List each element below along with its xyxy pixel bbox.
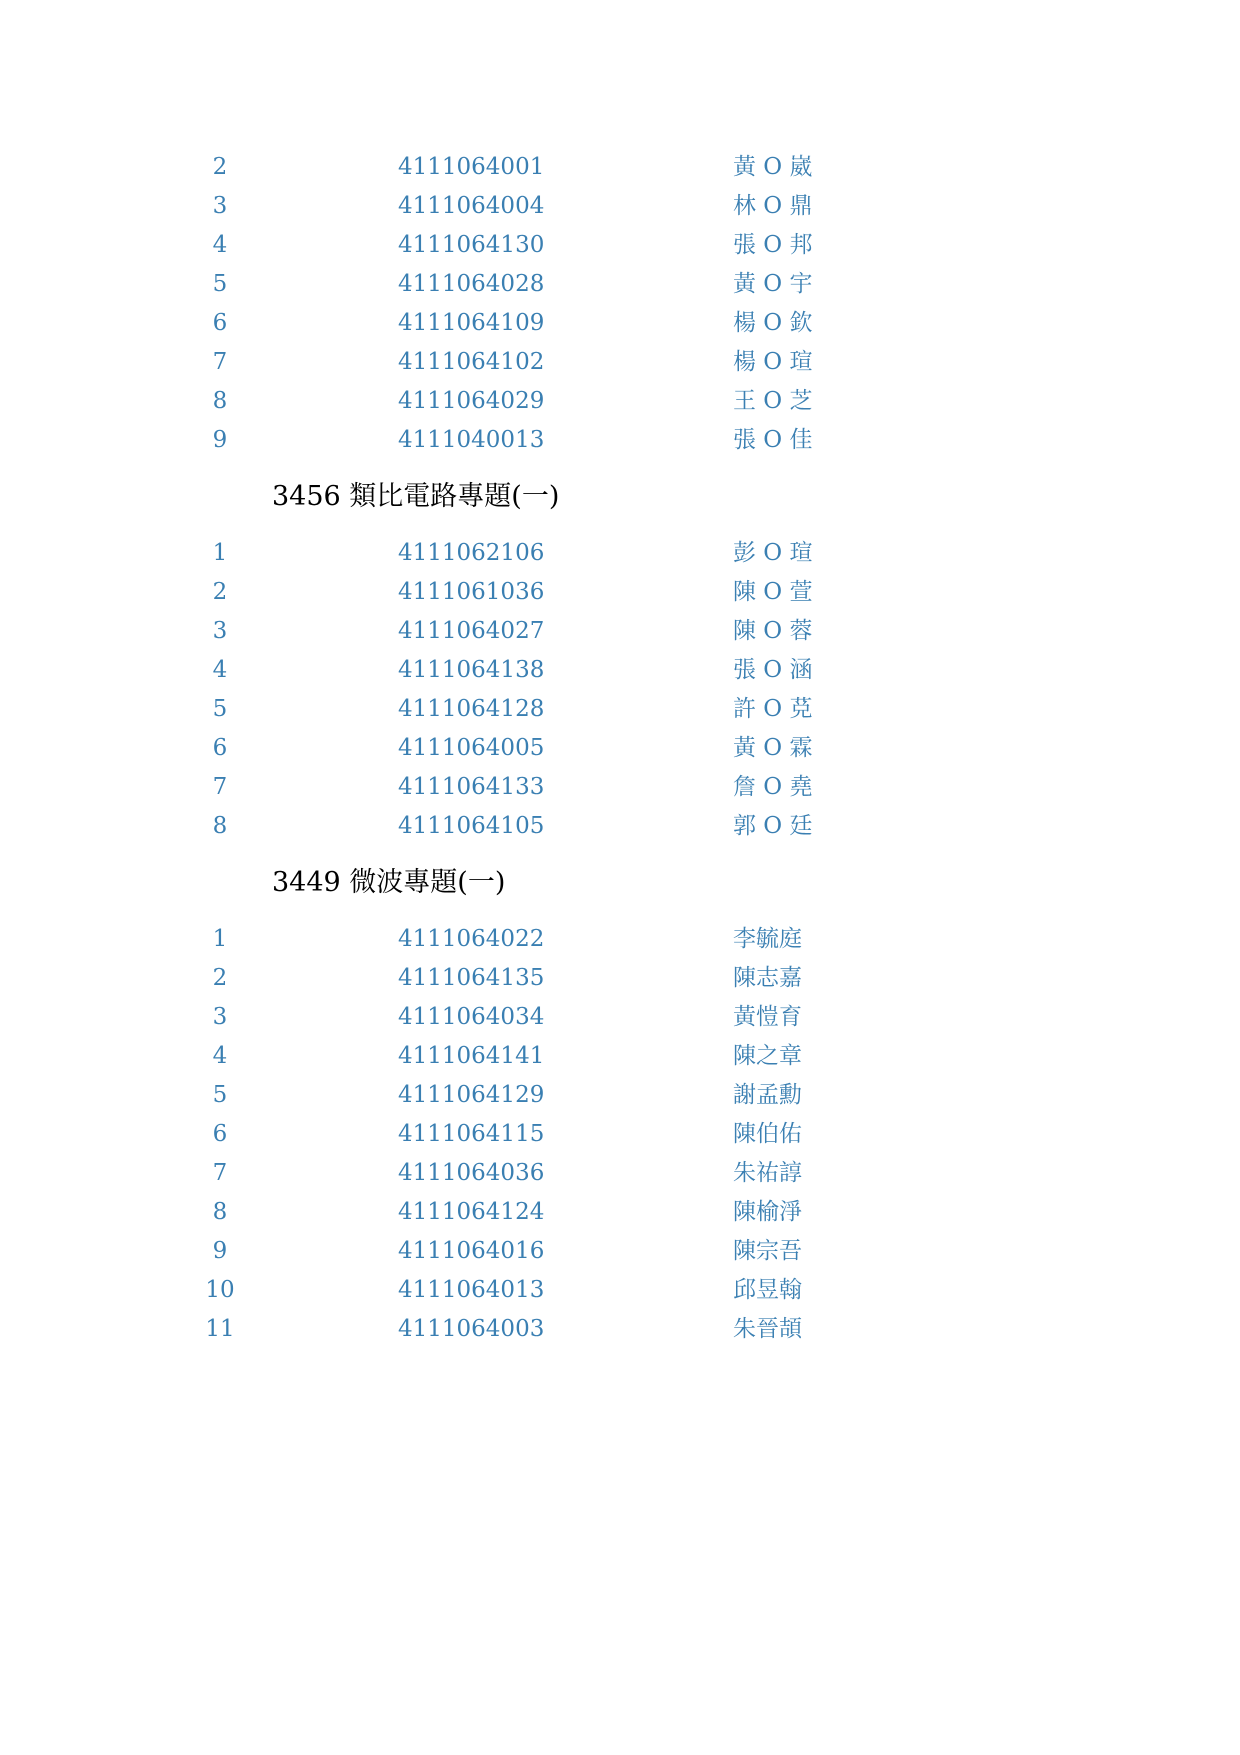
- student-id: 4111064109: [398, 310, 545, 336]
- table-row: [0, 226, 1240, 265]
- student-id: 4111064003: [398, 1316, 545, 1342]
- row-number: 7: [212, 349, 228, 375]
- row-number: 6: [212, 1121, 228, 1147]
- student-name: 林 O 鼎: [733, 193, 813, 219]
- student-name: 許 O 莌: [733, 696, 813, 722]
- student-name: 陳 O 蓉: [733, 618, 813, 644]
- student-id: 4111064129: [398, 1082, 545, 1108]
- student-name: 黃 O 宇: [733, 271, 813, 297]
- row-number: 2: [212, 579, 228, 605]
- student-name: 楊 O 欽: [733, 310, 813, 336]
- row-number: 3: [212, 1004, 228, 1030]
- student-name: 黃愷育: [733, 1004, 802, 1030]
- student-list: [0, 148, 1240, 1349]
- row-number: 10: [205, 1277, 235, 1303]
- table-row: [0, 148, 1240, 187]
- table-row: [0, 1037, 1240, 1076]
- student-name: 李毓庭: [733, 926, 802, 952]
- student-id: 4111064029: [398, 388, 545, 414]
- student-id: 4111064135: [398, 965, 545, 991]
- student-name: 楊 O 瑄: [733, 349, 813, 375]
- student-id: 4111064013: [398, 1277, 545, 1303]
- row-number: 9: [212, 1238, 228, 1264]
- student-name: 彭 O 瑄: [733, 540, 813, 566]
- student-name: 黃 O 崴: [733, 154, 813, 180]
- table-row: [0, 573, 1240, 612]
- student-name: 張 O 佳: [733, 427, 813, 453]
- row-number: 1: [212, 926, 228, 952]
- table-row: [0, 690, 1240, 729]
- student-id: 4111064027: [398, 618, 545, 644]
- row-number: 2: [212, 154, 228, 180]
- table-row: [0, 343, 1240, 382]
- table-row: [0, 920, 1240, 959]
- student-id: 4111064034: [398, 1004, 545, 1030]
- student-id: 4111064130: [398, 232, 545, 258]
- student-name: 邱昱翰: [733, 1277, 802, 1303]
- student-id: 4111040013: [398, 427, 545, 453]
- student-id: 4111064005: [398, 735, 545, 761]
- student-name: 陳伯佑: [733, 1121, 802, 1147]
- student-id: 4111064022: [398, 926, 545, 952]
- student-id: 4111061036: [398, 579, 545, 605]
- row-number: 8: [212, 388, 228, 414]
- table-row: [0, 265, 1240, 304]
- student-name: 黃 O 霖: [733, 735, 813, 761]
- table-row: [0, 1115, 1240, 1154]
- student-id: 4111062106: [398, 540, 545, 566]
- table-row: [0, 382, 1240, 421]
- row-number: 3: [212, 193, 228, 219]
- student-id: 4111064133: [398, 774, 545, 800]
- table-row: [0, 1076, 1240, 1115]
- table-row: [0, 729, 1240, 768]
- table-row: [0, 1232, 1240, 1271]
- student-id: 4111064138: [398, 657, 545, 683]
- student-name: 陳志嘉: [733, 965, 802, 991]
- student-name: 詹 O 堯: [733, 774, 813, 800]
- student-id: 4111064128: [398, 696, 545, 722]
- table-row: [0, 959, 1240, 998]
- table-row: [0, 1271, 1240, 1310]
- student-name: 朱晉頡: [733, 1316, 802, 1342]
- student-name: 郭 O 廷: [733, 813, 813, 839]
- row-number: 8: [212, 813, 228, 839]
- student-name: 陳 O 萱: [733, 579, 813, 605]
- table-row: [0, 421, 1240, 460]
- student-name: 張 O 邦: [733, 232, 813, 258]
- section-title: 3449 微波專題(一): [272, 867, 506, 898]
- student-name: 陳之章: [733, 1043, 802, 1069]
- row-number: 9: [212, 427, 228, 453]
- table-row: [0, 807, 1240, 846]
- row-number: 11: [205, 1316, 235, 1342]
- row-number: 6: [212, 735, 228, 761]
- student-name: 陳榆淨: [733, 1199, 802, 1225]
- row-number: 5: [212, 696, 228, 722]
- row-number: 3: [212, 618, 228, 644]
- table-row: [0, 1154, 1240, 1193]
- row-number: 4: [212, 1043, 228, 1069]
- row-number: 5: [212, 1082, 228, 1108]
- student-id: 4111064016: [398, 1238, 545, 1264]
- student-name: 謝孟勳: [733, 1082, 802, 1108]
- row-number: 6: [212, 310, 228, 336]
- table-row: [0, 304, 1240, 343]
- student-id: 4111064028: [398, 271, 545, 297]
- row-number: 5: [212, 271, 228, 297]
- row-number: 7: [212, 1160, 228, 1186]
- student-id: 4111064124: [398, 1199, 545, 1225]
- row-number: 4: [212, 657, 228, 683]
- student-name: 陳宗吾: [733, 1238, 802, 1264]
- table-row: [0, 998, 1240, 1037]
- row-number: 7: [212, 774, 228, 800]
- student-name: 朱祐諄: [733, 1160, 802, 1186]
- table-row: [0, 1310, 1240, 1349]
- student-id: 4111064001: [398, 154, 545, 180]
- row-number: 1: [212, 540, 228, 566]
- student-id: 4111064115: [398, 1121, 545, 1147]
- row-number: 2: [212, 965, 228, 991]
- student-id: 4111064105: [398, 813, 545, 839]
- table-row: [0, 612, 1240, 651]
- table-row: [0, 651, 1240, 690]
- student-id: 4111064102: [398, 349, 545, 375]
- section-title: 3456 類比電路專題(一): [272, 481, 560, 512]
- student-id: 4111064004: [398, 193, 545, 219]
- table-row: [0, 534, 1240, 573]
- table-row: [0, 768, 1240, 807]
- row-number: 4: [212, 232, 228, 258]
- student-name: 張 O 涵: [733, 657, 813, 683]
- table-row: [0, 187, 1240, 226]
- row-number: 8: [212, 1199, 228, 1225]
- student-id: 4111064036: [398, 1160, 545, 1186]
- student-id: 4111064141: [398, 1043, 545, 1069]
- student-name: 王 O 芝: [733, 388, 813, 414]
- table-row: [0, 1193, 1240, 1232]
